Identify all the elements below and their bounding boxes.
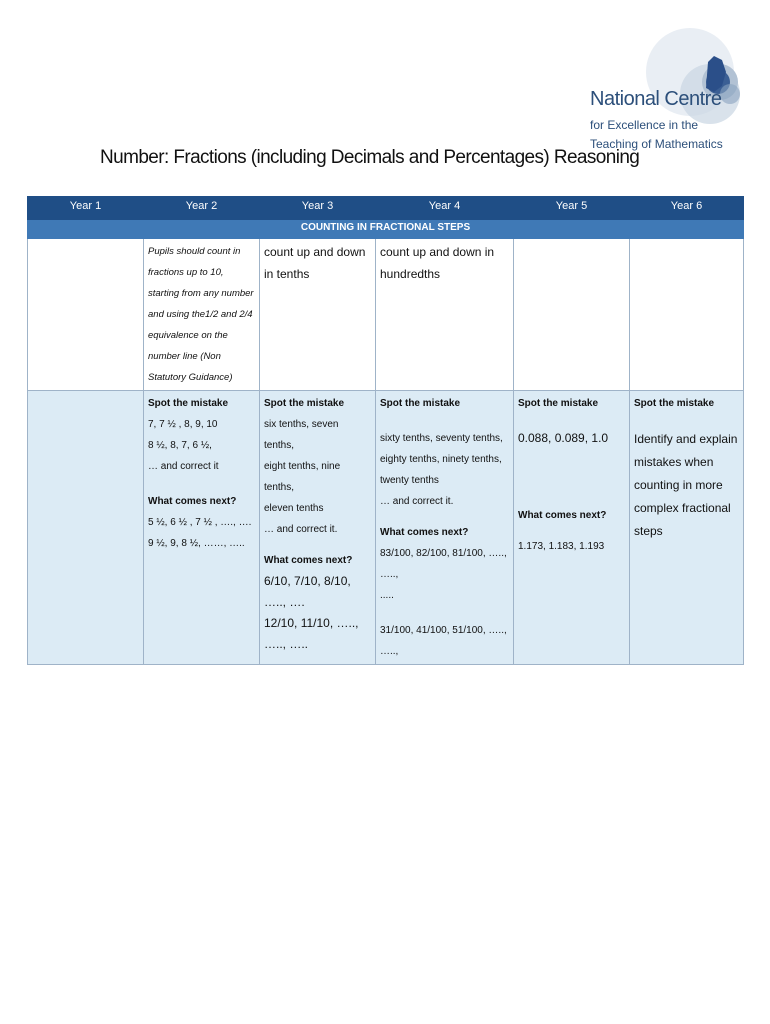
header-year3: Year 3 <box>260 197 376 220</box>
year3-line1: six tenths, seven tenths, <box>264 419 339 451</box>
year6-spot-heading: Spot the mistake <box>634 398 715 409</box>
year2-line1: 7, 7 ½ , 8, 9, 10 <box>148 419 218 430</box>
year4-line1: sixty tenths, seventy tenths, <box>380 433 503 444</box>
year4-guidance: count up and down in hundredths <box>380 245 495 281</box>
cell-year5-r2 <box>514 391 630 665</box>
year4-line7: 31/100, 41/100, 51/100, ….., ….., <box>380 625 507 657</box>
header-year6: Year 6 <box>630 197 744 220</box>
cell-year3-r1 <box>260 239 376 391</box>
cell-year2-r2 <box>144 391 260 665</box>
year4-line2: eighty tenths, ninety tenths, <box>380 454 502 465</box>
year3-next-heading: What comes next? <box>264 555 353 566</box>
cell-year5-r1 <box>514 239 630 391</box>
reasoning-table <box>27 196 744 665</box>
year4-line3: twenty tenths <box>380 475 439 486</box>
year2-line4: 5 ½, 6 ½ , 7 ½ , …., …. <box>148 517 252 528</box>
year2-next-heading: What comes next? <box>148 496 237 507</box>
year2-line5: 9 ½, 9, 8 ½, ……, ….. <box>148 538 245 549</box>
year4-next-heading: What comes next? <box>380 527 469 538</box>
section-title: COUNTING IN FRACTIONAL STEPS <box>28 220 744 239</box>
section-row <box>28 220 744 239</box>
cell-year3-r2 <box>260 391 376 665</box>
year3-line2: eight tenths, nine tenths, <box>264 461 341 493</box>
cell-year6-r1 <box>630 239 744 391</box>
year4-line4: … and correct it. <box>380 496 454 507</box>
year4-line6: ..... <box>380 590 394 601</box>
cell-year1-r2 <box>28 391 144 665</box>
table-row <box>28 239 744 391</box>
year3-guidance: count up and down in tenths <box>264 245 366 281</box>
logo-line3: Teaching of Mathematics <box>590 137 723 151</box>
cell-year6-r2 <box>630 391 744 665</box>
cell-year4-r2 <box>376 391 514 665</box>
year2-line2: 8 ½, 8, 7, 6 ½, <box>148 440 212 451</box>
year3-line5: 6/10, 7/10, 8/10, ….., …. <box>264 574 351 609</box>
ncetm-logo <box>580 22 745 162</box>
cell-year1-r1 <box>28 239 144 391</box>
logo-line2: for Excellence in the <box>590 118 699 132</box>
year2-spot-heading: Spot the mistake <box>148 398 229 409</box>
year2-line3: … and correct it <box>148 461 219 472</box>
year3-line6: 12/10, 11/10, ….., ….., ….. <box>264 616 359 651</box>
year3-line4: … and correct it. <box>264 524 338 535</box>
logo-line1: National Centre <box>590 88 722 110</box>
cell-year2-r1 <box>144 239 260 391</box>
year5-spot-heading: Spot the mistake <box>518 398 599 409</box>
header-year1: Year 1 <box>28 197 144 220</box>
year5-next-heading: What comes next? <box>518 510 607 521</box>
page-title: Number: Fractions (including Decimals and Percentages) Reasoning <box>100 147 640 168</box>
cell-year4-r1 <box>376 239 514 391</box>
year4-spot-heading: Spot the mistake <box>380 398 461 409</box>
header-year2: Year 2 <box>144 197 260 220</box>
year4-line5: 83/100, 82/100, 81/100, ….., ….., <box>380 548 507 580</box>
header-year4: Year 4 <box>376 197 514 220</box>
table-row <box>28 391 744 665</box>
year5-line1: 0.088, 0.089, 1.0 <box>518 431 609 445</box>
year6-line1: Identify and explain mistakes when counting in more complex fractional steps <box>634 432 738 538</box>
year3-line3: eleven tenths <box>264 503 324 514</box>
year2-guidance: Pupils should count in fractions up to 10, starting from any number and using the1/2 and 2/4 equivalence on the number line (Non Statutory Guidance) <box>148 246 254 383</box>
header-year5: Year 5 <box>514 197 630 220</box>
year3-spot-heading: Spot the mistake <box>264 398 345 409</box>
year5-line2: 1.173, 1.183, 1.193 <box>518 541 605 552</box>
table-header-row <box>28 197 744 220</box>
